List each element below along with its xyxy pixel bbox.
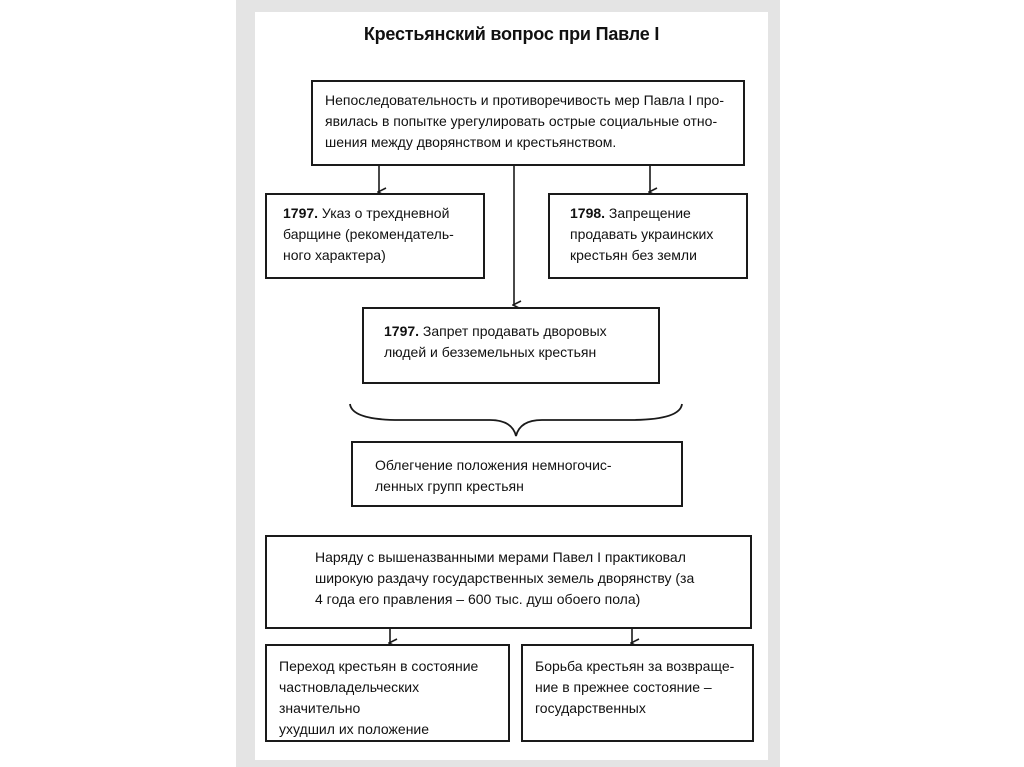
intro-text: Непоследовательность и противоречивость мер Павла I про- явилась в попытке урегулировать острые социальные отно- шения между дворянством и крестьянством.	[325, 92, 725, 150]
land-grants-box	[265, 535, 752, 629]
relief-box	[351, 441, 683, 507]
intro-box	[311, 80, 745, 166]
decree-1797-sale-text: Запрет продавать дворовых людей и безземельных крестьян	[384, 323, 607, 360]
decree-1798-year: 1798.	[570, 205, 606, 221]
diagram-title: Крестьянский вопрос при Павле I	[363, 24, 660, 44]
transition-text: Переход крестьян в состояние частновладельческих значительно ухудшил их положение	[279, 658, 479, 737]
decree-1798-box	[548, 193, 748, 279]
struggle-box	[521, 644, 754, 742]
transition-box	[265, 644, 510, 742]
decree-1797-corvee-text: Указ о трехдневной барщине (рекомендатель- ного характера)	[283, 205, 454, 263]
land-grants-text: Наряду с вышеназванными мерами Павел I практиковал широкую раздачу государственных земель дворянству (за 4 года его правления – 600 тыс. душ обоего пола)	[315, 549, 695, 607]
decree-1797-corvee-year: 1797.	[283, 205, 319, 221]
decree-1797-sale-box	[362, 307, 660, 384]
struggle-text: Борьба крестьян за возвраще- ние в прежнее состояние – государственных	[535, 658, 735, 716]
decree-1797-sale-year: 1797.	[384, 323, 420, 339]
relief-text: Облегчение положения немногочис- ленных групп крестьян	[375, 457, 612, 494]
curly-brace	[350, 404, 682, 436]
decree-1797-corvee-box	[265, 193, 485, 279]
decree-1798-text: Запрещение продавать украинских крестьян без земли	[570, 205, 714, 263]
